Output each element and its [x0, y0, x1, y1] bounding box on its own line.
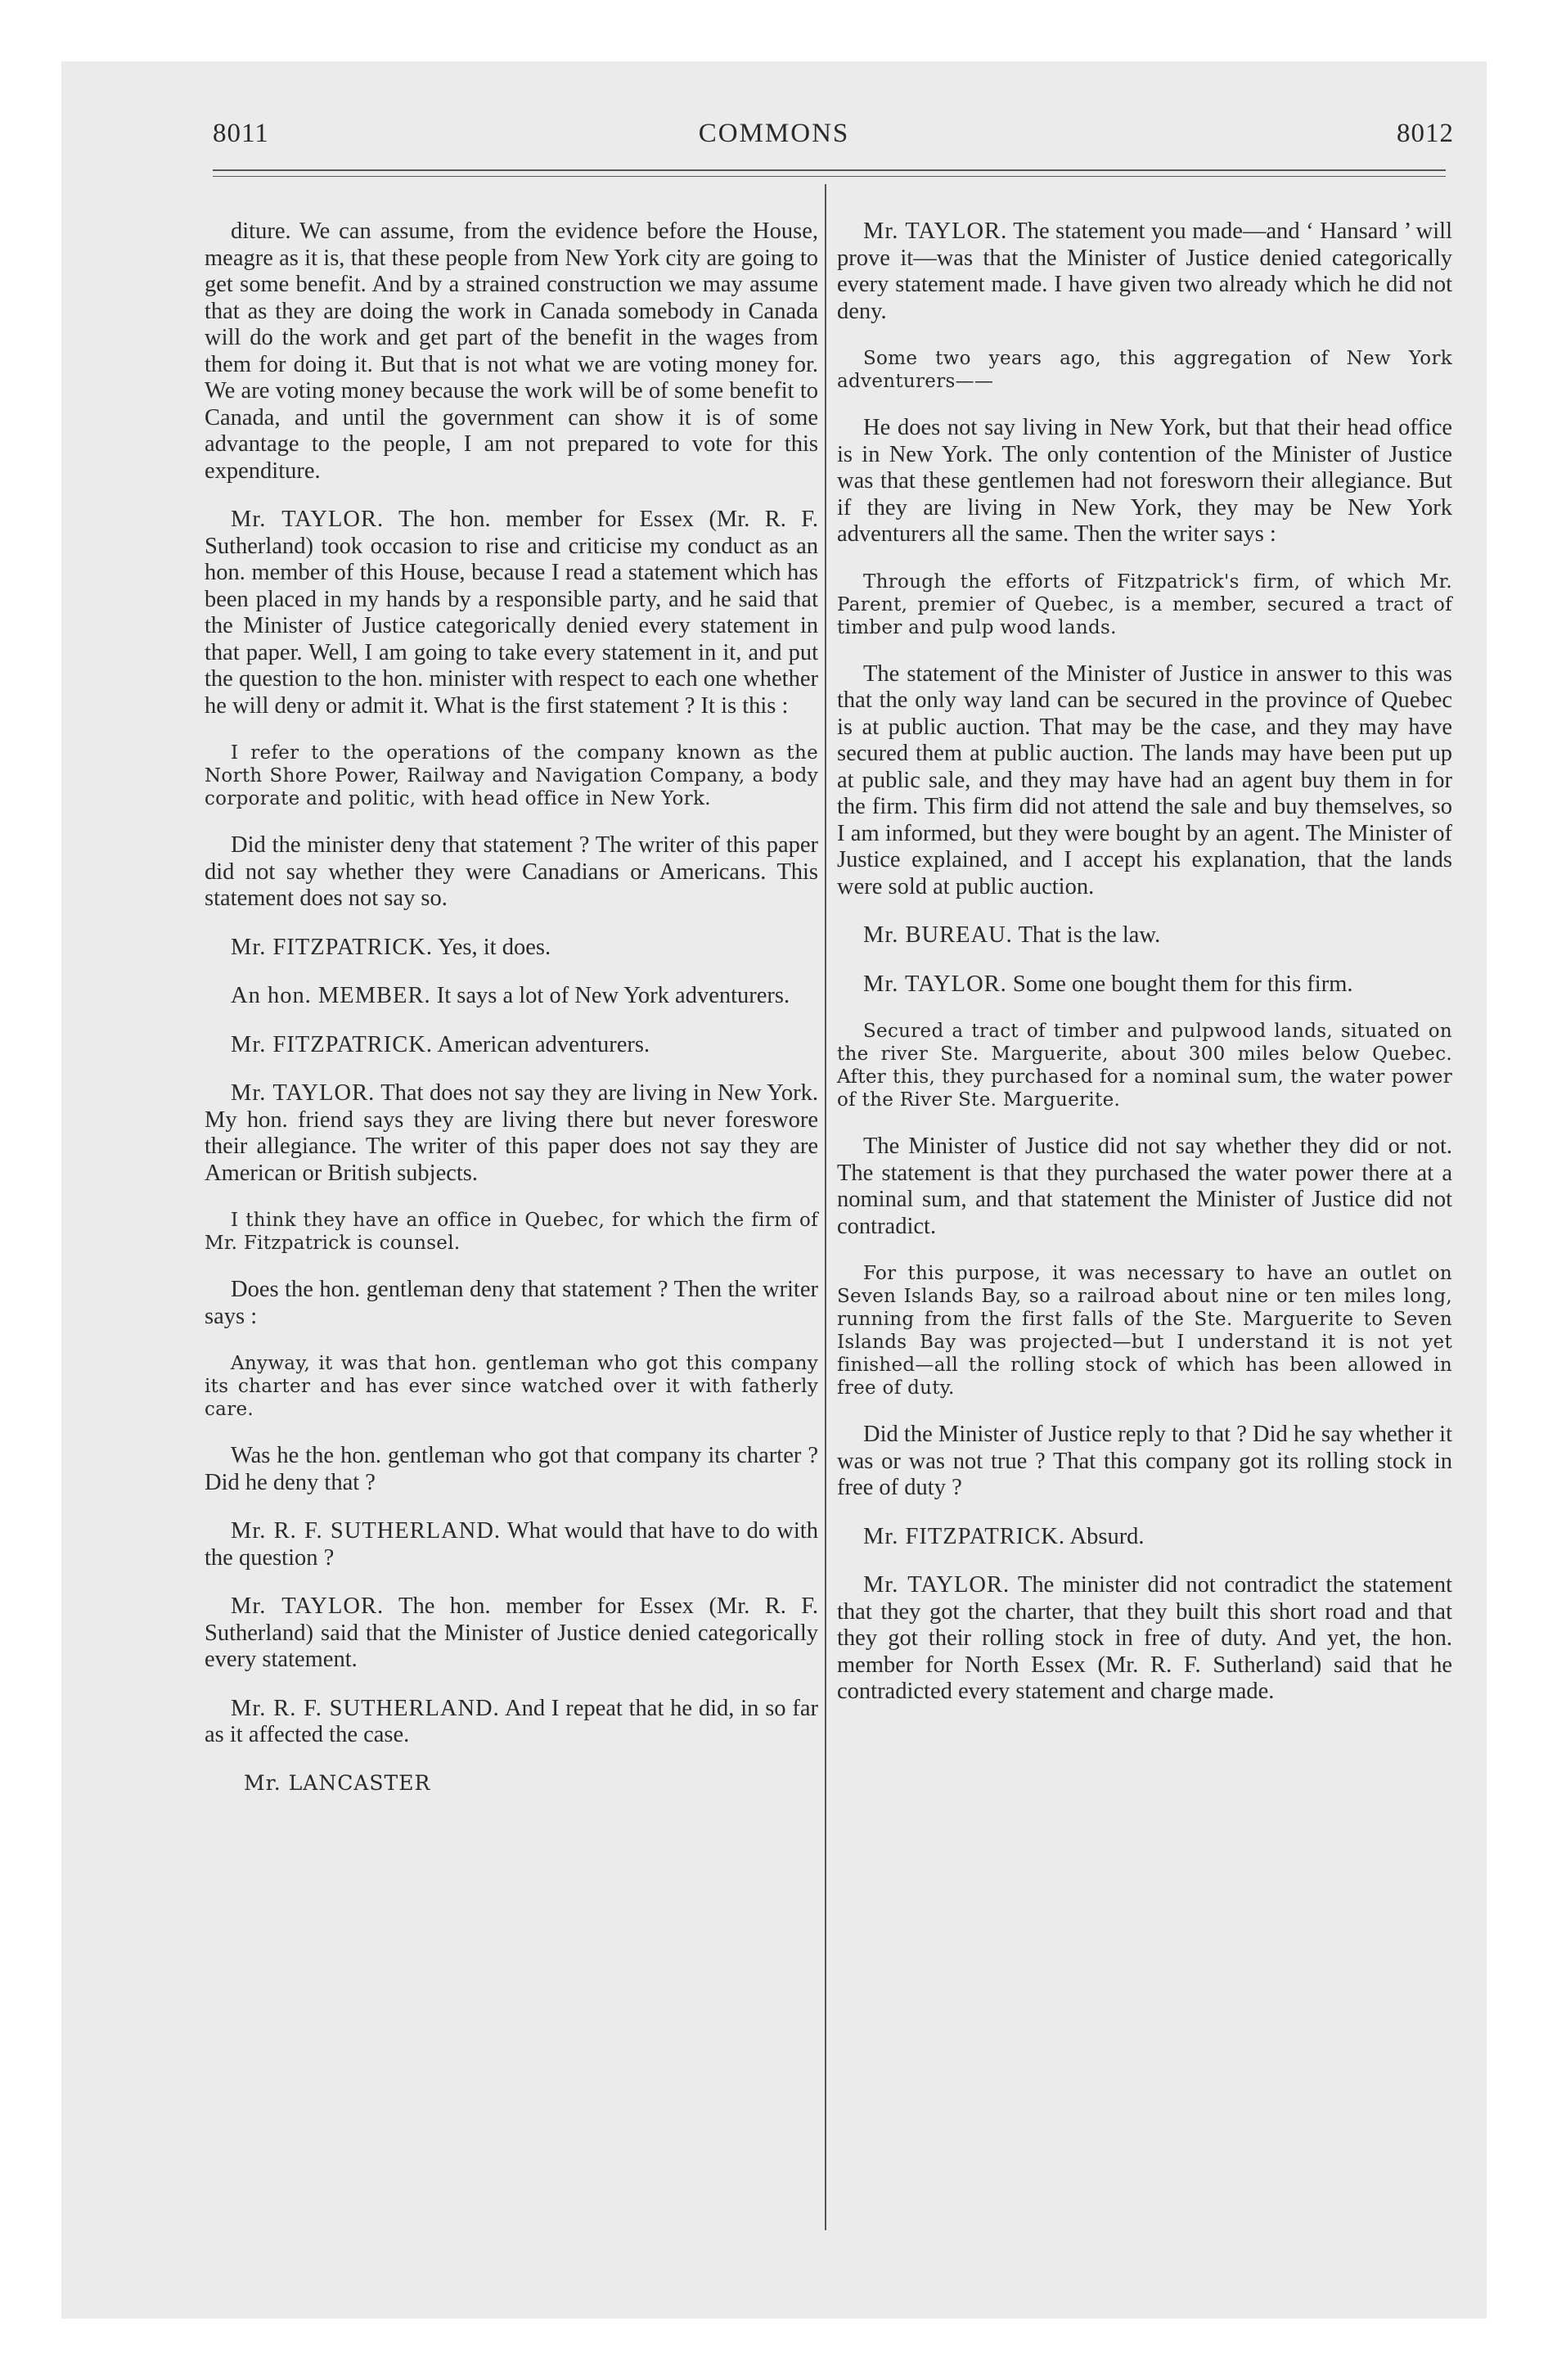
quoted-passage — [837, 1020, 1452, 1111]
speaker-name: An hon. MEMBER. — [231, 983, 431, 1008]
paragraph-text: That does not say they are living in New York. My hon. friend says they are living there but never foreswore their allegiance. The writer of this paper does not say they are American or British subjects. — [205, 1080, 818, 1186]
speaker-name: Mr. R. F. SUTHERLAND. — [231, 1695, 500, 1721]
header-rule — [213, 169, 1446, 171]
paragraph-text: Does the hon. gentleman deny that statement ? Then the writer says : — [205, 1277, 818, 1329]
paragraph-text: And I repeat that he did, in so far as it affected the case. — [205, 1695, 818, 1747]
column-divider — [825, 184, 826, 2230]
paragraph — [205, 219, 818, 485]
quoted-passage — [837, 347, 1452, 393]
paragraph-text: The statement of the Minister of Justice in answer to this was that the only way land can be secured in the province of Quebec is at public auction. That may be the case, and they may have secured them at public auction. The lands may have been put up at public sale, and they may have had an agent buy them in for the firm. This firm did not attend the sale and buy themselves, so I am informed, but they were bought by an agent. The Minister of Justice explained, and I accept his explanation, that the lands were sold at public auction. — [837, 660, 1452, 899]
speaker-name: Mr. TAYLOR. — [863, 219, 1008, 244]
speaker-name: Mr. TAYLOR. — [231, 507, 385, 532]
speech-paragraph — [205, 935, 818, 962]
paragraph-text: For this purpose, it was necessary to have an outlet on Seven Islands Bay, so a railroad about nine or ten miles long, running from the first falls of the Ste. Marguerite to Seven Islands Bay was projected—but I understand it is not yet finished—all the rolling stock of which has been allowed in free of duty. — [837, 1263, 1452, 1399]
speech-paragraph — [205, 983, 818, 1010]
paragraph-text: Anyway, it was that hon. gentleman who got this company its charter and has ever since watched over it with fatherly care. — [205, 1353, 818, 1420]
speaker-name: Mr. TAYLOR. — [231, 1080, 376, 1106]
paragraph — [837, 415, 1452, 548]
paragraph-text: The hon. member for Essex (Mr. R. F. Sutherland) said that the Minister of Justice denied categorically every statement. — [205, 1593, 818, 1672]
paragraph-text: Through the efforts of Fitzpatrick's firm, of which Mr. Parent, premier of Quebec, is a member, secured a tract of timber and pulp wood lands. — [837, 570, 1452, 638]
paragraph-text: That is the law. — [1018, 922, 1161, 948]
paragraph — [837, 661, 1452, 901]
paragraph-text: The minister did not contradict the statement that they got the charter, that they built this short road and that they got their rolling stock in free of duty. And yet, the hon. member for North Essex (Mr. R. F. Sutherland) said that he contradicted every statement and charge made. — [837, 1572, 1452, 1704]
paragraph-text: Secured a tract of timber and pulpwood lands, situated on the river Ste. Marguerite, about 300 miles below Quebec. After this, they purchased for a nominal sum, the water power of the River Ste. Marguerite. — [837, 1021, 1452, 1111]
speaker-name: Mr. R. F. SUTHERLAND. — [231, 1518, 502, 1544]
paragraph-text: Was he the hon. gentleman who got that company its charter ? Did he deny that ? — [205, 1443, 818, 1495]
speech-paragraph — [205, 1518, 818, 1571]
paragraph-text: The Minister of Justice did not say whether they did or not. The statement is that they purchased the water power there at a nominal sum, and that statement the Minister of Justice did not contradict. — [837, 1134, 1452, 1239]
paragraph-text: I refer to the operations of the company known as the North Shore Power, Railway and Navigation Company, a body corporate and politic, with head office in New York. — [205, 742, 818, 809]
speech-paragraph — [837, 971, 1452, 998]
speech-paragraph — [837, 219, 1452, 325]
speaker-name: Mr. TAYLOR. — [863, 1572, 1010, 1598]
paragraph-text: diture. We can assume, from the evidence before the House, meagre as it is, that these people from New York city are going to get some benefit. And by a strained construction we may assume that as they are doing the work in Canada somebody in Canada will do the work and get part of the benefit in the wages from them for doing it. But that is not what we are voting money for. We are voting money because the work will be of some benefit to Canada, and until the government can show it is of some advantage to the people, I am not prepared to vote for this expenditure. — [205, 219, 818, 484]
paragraph-text: Some one bought them for this firm. — [1012, 971, 1353, 997]
page-scan — [61, 61, 1487, 2319]
quoted-passage — [205, 1352, 818, 1421]
paragraph-text: Absurd. — [1069, 1523, 1145, 1549]
speech-paragraph — [205, 1696, 818, 1749]
quoted-passage — [837, 1262, 1452, 1400]
paragraph — [205, 1277, 818, 1330]
speaker-name: Mr. FITZPATRICK. — [863, 1523, 1065, 1549]
quoted-passage — [205, 1209, 818, 1255]
header-rule — [213, 176, 1446, 177]
page-number-left: 8011 — [213, 119, 269, 148]
speaker-name: Mr. TAYLOR. — [231, 1593, 385, 1619]
paragraph-text: Did the Minister of Justice reply to that ? Did he say whether it was or was not true ? That this company got its rolling stock in free of duty ? — [837, 1422, 1452, 1500]
catchword: Mr. LANCASTER — [244, 1770, 431, 1795]
page-number-right: 8012 — [1397, 119, 1454, 148]
speech-paragraph — [205, 1593, 818, 1674]
paragraph-text: I think they have an office in Quebec, for which the firm of Mr. Fitzpatrick is counsel. — [205, 1210, 818, 1254]
paragraph-text: Did the minister deny that statement ? The writer of this paper did not say whether they were Canadians or Americans. This statement does not say so. — [205, 832, 818, 911]
page-header — [61, 119, 1487, 160]
paragraph-text: American adventurers. — [437, 1031, 650, 1057]
right-column — [837, 219, 1452, 1728]
speech-paragraph — [205, 507, 818, 719]
speech-paragraph — [837, 1524, 1452, 1551]
paragraph-text: The statement you made—and ‘ Hansard ’ will prove it—was that the Minister of Justice denied categorically every statement made. I have given two already which he did not deny. — [837, 219, 1452, 324]
paragraph-text: What would that have to do with the question ? — [205, 1518, 818, 1571]
paragraph — [837, 1422, 1452, 1502]
speech-paragraph — [837, 922, 1452, 949]
paragraph-text: Some two years ago, this aggregation of New York adventurers—— — [837, 348, 1452, 392]
speaker-name: Mr. FITZPATRICK. — [231, 934, 433, 960]
left-column — [205, 219, 818, 1795]
speech-paragraph — [205, 1032, 818, 1059]
speaker-name: Mr. BUREAU. — [863, 922, 1013, 948]
speaker-name: Mr. FITZPATRICK. — [231, 1031, 433, 1057]
running-head: COMMONS — [698, 119, 850, 148]
paragraph-text: The hon. member for Essex (Mr. R. F. Sutherland) took occasion to rise and criticise my conduct as an hon. member of this House, because I read a statement which has been placed in my hands by a responsible party, and he said that the Minister of Justice categorically denied every statement in that paper. Well, I am going to take every statement in it, and put the question to the hon. minister with respect to each one whether he will deny or admit it. What is the first statement ? It is this : — [205, 507, 818, 719]
paragraph — [205, 832, 818, 913]
quoted-passage — [837, 570, 1452, 639]
speaker-name: Mr. TAYLOR. — [863, 971, 1007, 997]
quoted-passage — [205, 741, 818, 810]
paragraph — [837, 1134, 1452, 1240]
paragraph — [205, 1443, 818, 1496]
paragraph-text: He does not say living in New York, but that their head office is in New York. The only contention of the Minister of Justice was that these gentlemen had not foresworn their allegiance. But if they are living in New York, they may be New York adventurers all the same. Then the writer says : — [837, 415, 1452, 547]
speech-paragraph — [837, 1572, 1452, 1706]
paragraph-text: It says a lot of New York adventurers. — [436, 983, 790, 1008]
speech-paragraph — [205, 1080, 818, 1187]
paragraph-text: Yes, it does. — [438, 934, 551, 960]
